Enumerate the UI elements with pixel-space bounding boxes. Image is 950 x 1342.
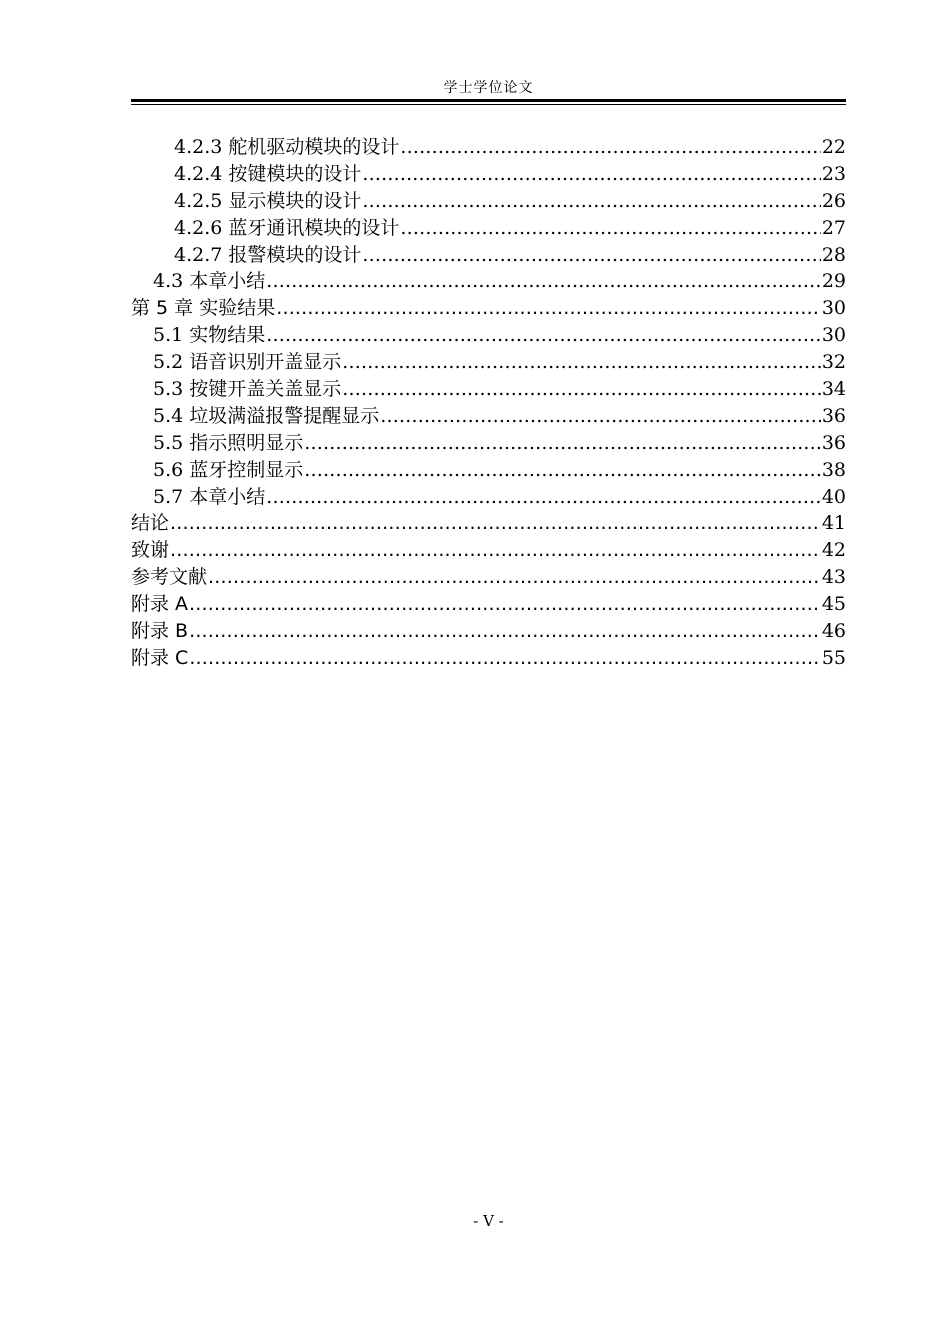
toc-entry-title: 4.2.4 按键模块的设计: [174, 162, 362, 185]
toc-entry[interactable]: [131, 508, 846, 535]
toc-entry-title: 附录 C: [131, 646, 189, 669]
toc-leader-dots: [189, 620, 821, 642]
toc-entry[interactable]: [131, 240, 846, 267]
toc-entry-page: 22: [821, 136, 846, 158]
toc-entry[interactable]: [131, 266, 846, 293]
toc-entry-page: 46: [821, 620, 846, 643]
toc-entry-title: 致谢: [131, 539, 170, 562]
toc-leader-dots: [208, 566, 821, 588]
header-rule-thick: [131, 99, 846, 102]
toc-leader-dots: [362, 244, 820, 266]
toc-entry-page: 42: [821, 539, 846, 562]
toc-entry-page: 28: [821, 243, 846, 266]
toc-entry-title: 4.2.7 报警模块的设计: [174, 243, 362, 266]
toc-entry-page: 38: [821, 458, 846, 481]
toc-leader-dots: [362, 190, 820, 212]
toc-entry[interactable]: [131, 643, 846, 670]
toc-leader-dots: [400, 136, 820, 158]
toc-entry-title: 5.4 垃圾满溢报警提醒显示: [153, 404, 380, 427]
toc-entry[interactable]: [131, 293, 846, 320]
toc-entry-page: 26: [821, 189, 846, 212]
toc-leader-dots: [400, 217, 820, 239]
toc-entry-page: 40: [821, 485, 846, 508]
toc-leader-dots: [189, 647, 821, 669]
toc-entry-title: 5.3 按键开盖关盖显示: [153, 378, 342, 401]
toc-entry-page: 27: [821, 216, 846, 239]
toc-entry[interactable]: [131, 455, 846, 482]
toc-entry[interactable]: [131, 159, 846, 186]
toc-entry-page: 45: [821, 593, 846, 616]
toc-entry[interactable]: [131, 562, 846, 589]
toc-leader-dots: [266, 486, 821, 508]
toc-entry-title: 4.3 本章小结: [153, 270, 266, 293]
toc-leader-dots: [342, 378, 821, 400]
toc-entry-title: 参考文献: [131, 566, 208, 589]
page-number-footer: - V -: [473, 1212, 504, 1230]
toc-leader-dots: [189, 593, 821, 615]
toc-entry[interactable]: [131, 535, 846, 562]
toc-entry[interactable]: [131, 401, 846, 428]
toc-entry-page: 55: [821, 646, 846, 669]
toc-entry-page: 43: [821, 566, 846, 589]
toc-leader-dots: [276, 297, 821, 319]
toc-entry-title: 5.5 指示照明显示: [153, 431, 304, 454]
toc-entry-page: 32: [821, 351, 846, 374]
toc-entry[interactable]: [131, 589, 846, 616]
toc-entry[interactable]: [131, 347, 846, 374]
table-of-contents: [131, 132, 846, 670]
toc-entry-page: 41: [821, 512, 846, 535]
toc-entry-title: 第 5 章 实验结果: [131, 297, 276, 320]
toc-leader-dots: [170, 512, 821, 534]
toc-entry-title: 附录 B: [131, 620, 189, 643]
toc-leader-dots: [362, 163, 820, 185]
toc-entry-page: 30: [821, 297, 846, 320]
toc-entry[interactable]: [131, 132, 846, 159]
toc-entry-title: 4.2.5 显示模块的设计: [174, 189, 362, 212]
toc-entry[interactable]: [131, 616, 846, 643]
toc-entry-title: 附录 A: [131, 593, 189, 616]
toc-leader-dots: [266, 270, 821, 292]
toc-entry[interactable]: [131, 186, 846, 213]
toc-leader-dots: [380, 405, 821, 427]
toc-entry-title: 结论: [131, 512, 170, 535]
toc-leader-dots: [170, 539, 821, 561]
toc-entry-page: 34: [821, 378, 846, 401]
toc-entry[interactable]: [131, 482, 846, 509]
toc-entry-page: 23: [821, 162, 846, 185]
toc-entry-title: 5.6 蓝牙控制显示: [153, 458, 304, 481]
toc-leader-dots: [304, 459, 821, 481]
toc-entry-title: 4.2.6 蓝牙通讯模块的设计: [174, 216, 400, 239]
toc-entry[interactable]: [131, 428, 846, 455]
toc-entry-title: 4.2.3 舵机驱动模块的设计: [174, 136, 400, 158]
toc-leader-dots: [266, 324, 821, 346]
toc-entry-page: 36: [821, 431, 846, 454]
toc-leader-dots: [304, 432, 821, 454]
toc-leader-dots: [342, 351, 821, 373]
toc-entry-page: 30: [821, 324, 846, 347]
page-header-title: 学士学位论文: [443, 80, 534, 96]
toc-entry[interactable]: [131, 320, 846, 347]
header-rule-thin: [131, 104, 846, 105]
toc-entry-title: 5.1 实物结果: [153, 324, 266, 347]
toc-entry-page: 36: [821, 404, 846, 427]
toc-entry[interactable]: [131, 213, 846, 240]
toc-entry-page: 29: [821, 270, 846, 293]
toc-entry-title: 5.2 语音识别开盖显示: [153, 351, 342, 374]
toc-entry-title: 5.7 本章小结: [153, 485, 266, 508]
toc-entry[interactable]: [131, 374, 846, 401]
